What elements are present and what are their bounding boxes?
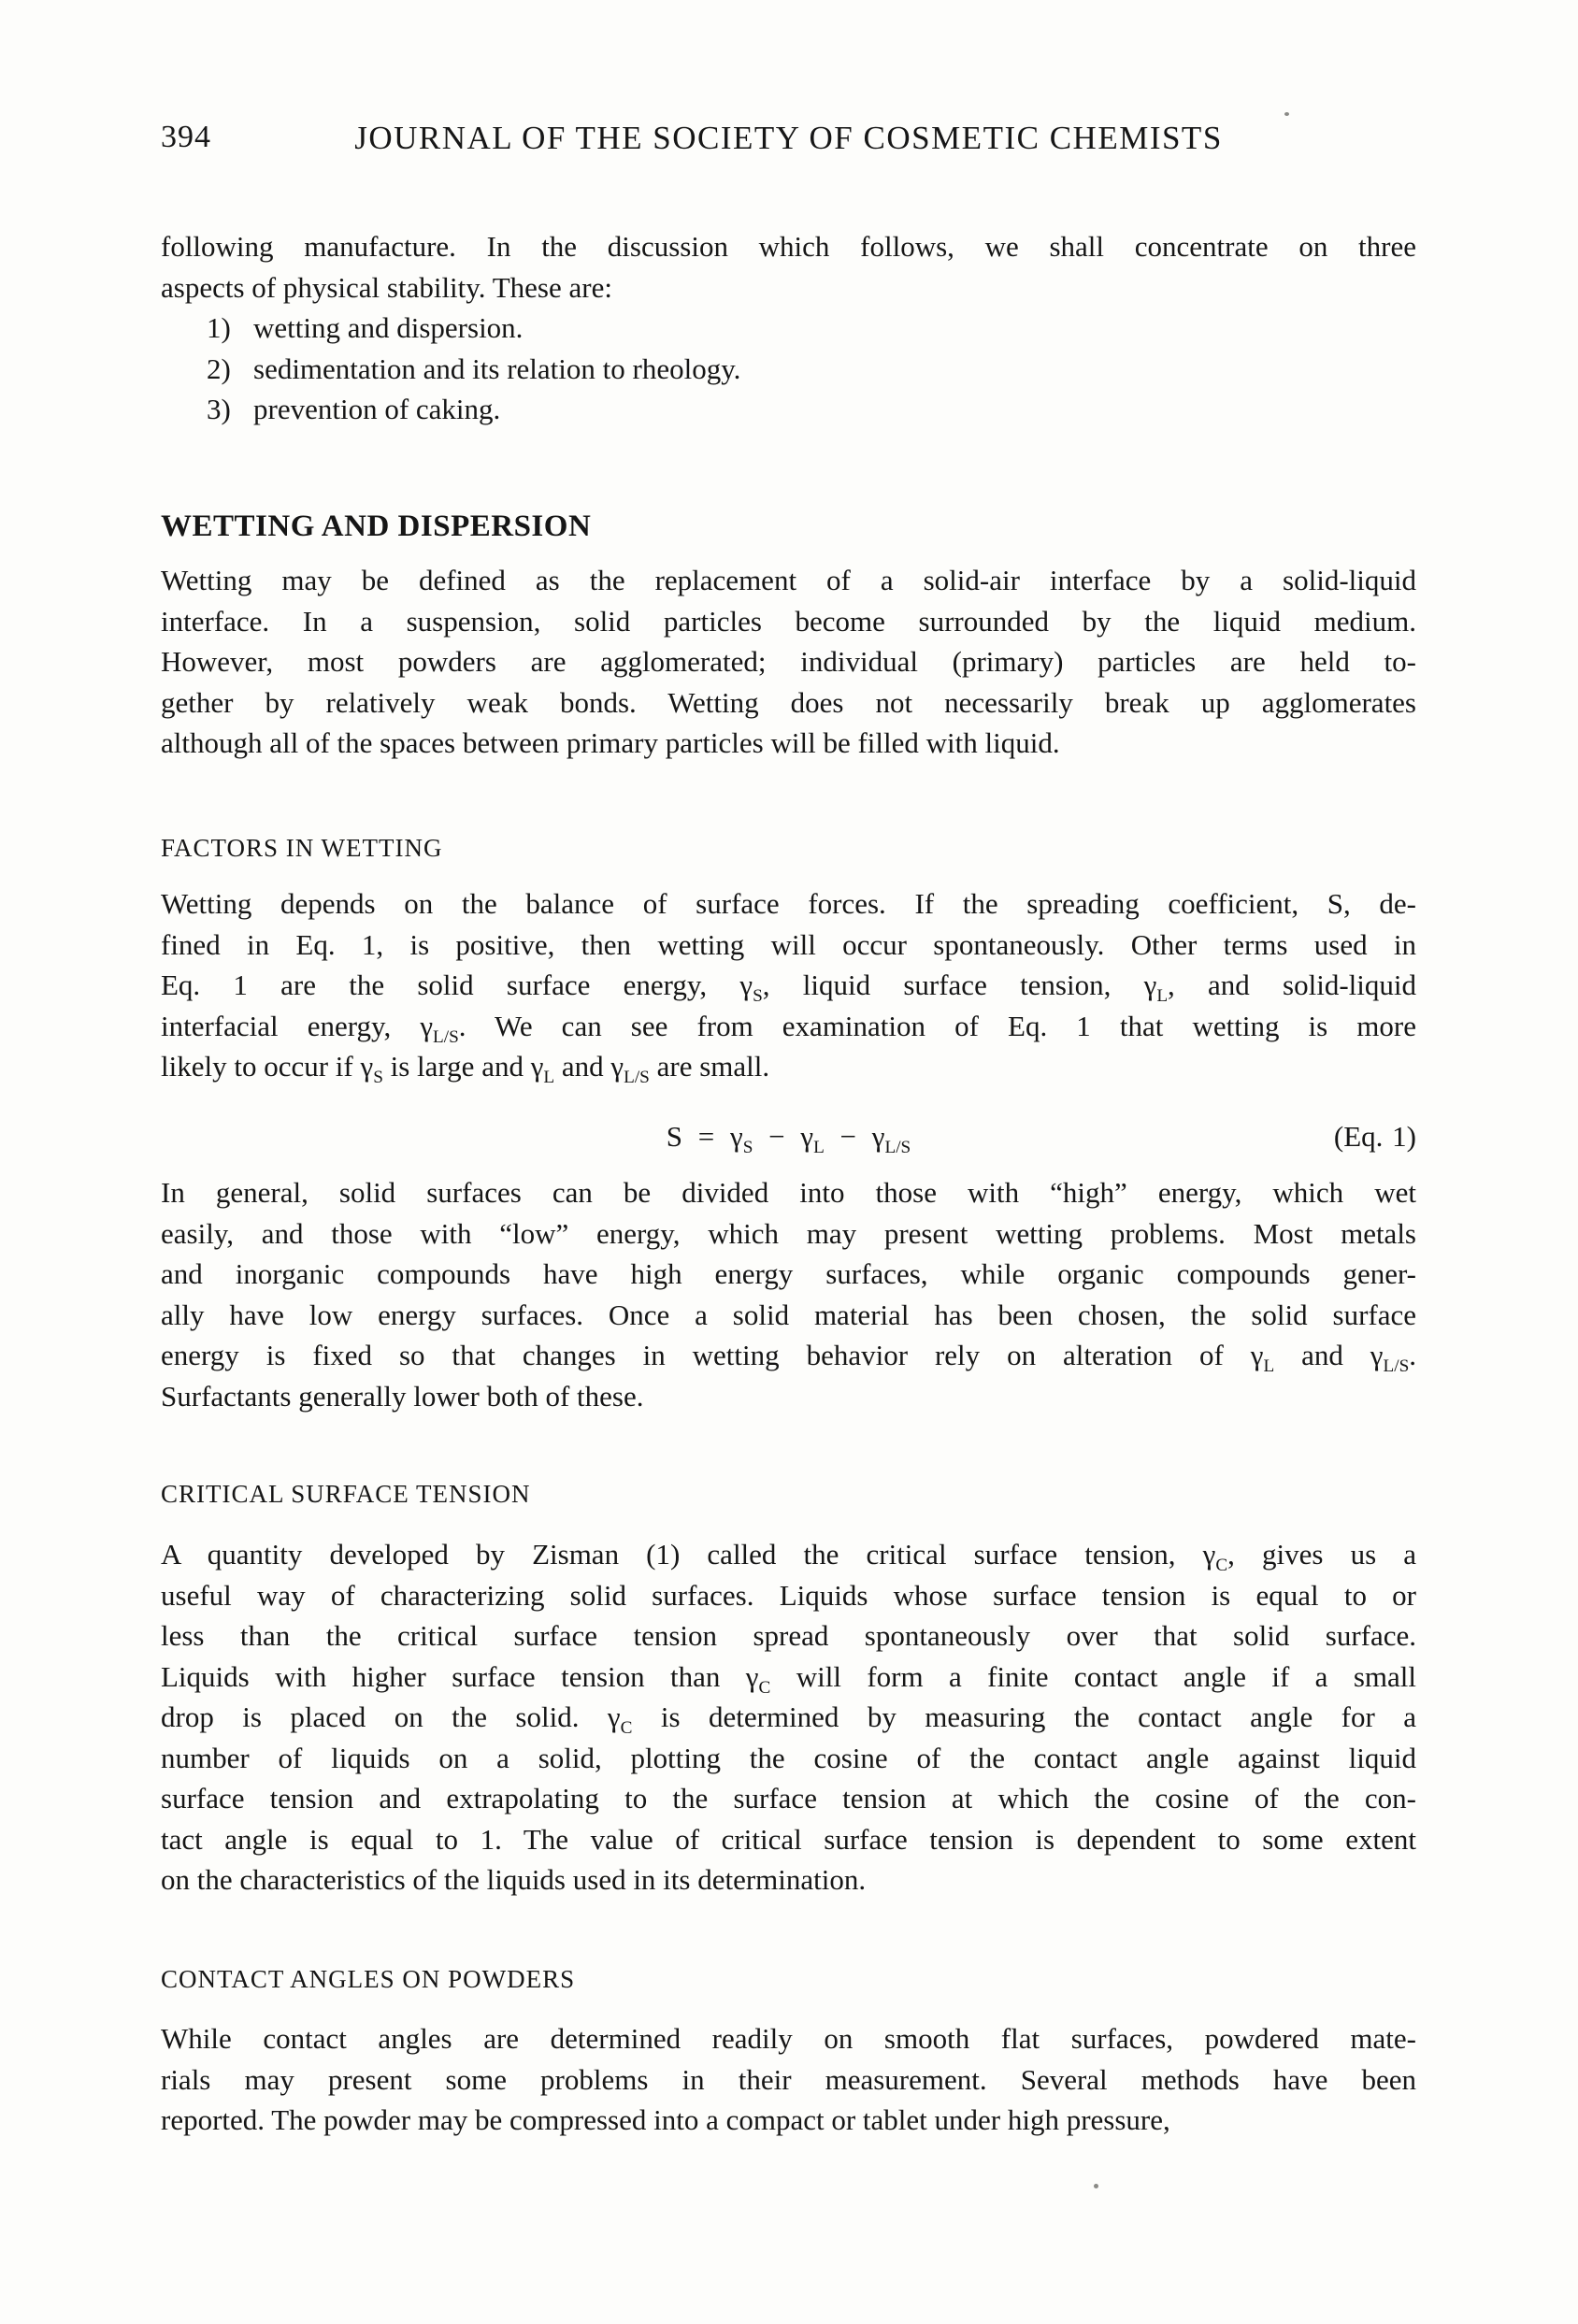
text-line: Wetting depends on the balance of surface forces. If the spreading coefficient, S, de- <box>161 887 1416 920</box>
list-text: prevention of caking. <box>253 393 501 425</box>
text-line: likely to occur if $\gamma_S$ is large and $\gamma_L$ and $\gamma_{L/S}$ are small. <box>161 1050 770 1088</box>
text-line: Eq. 1 are the solid surface energy, $\gamma_S$, liquid surface tension, $\gamma_L$, and solid-liquid <box>161 968 1416 1007</box>
list-number: 2) <box>207 351 231 385</box>
equation-label: (Eq. 1) <box>1333 1120 1416 1153</box>
subscript: S <box>753 986 763 1007</box>
scan-speck <box>1094 2184 1098 2188</box>
subscript: L/S <box>884 1138 911 1158</box>
subscript: L <box>543 1068 555 1088</box>
surface-energy-paragraph <box>161 1172 1416 1416</box>
subscript: L/S <box>433 1026 459 1047</box>
subscript: L/S <box>624 1068 650 1088</box>
subscript: S <box>742 1138 753 1158</box>
text-line: less than the critical surface tension spread spontaneously over that solid surface. <box>161 1619 1416 1652</box>
stability-aspects-list <box>207 308 1413 430</box>
text-line: following manufacture. In the discussion which follows, we shall concentrate on three <box>161 230 1416 263</box>
intro-paragraph <box>161 226 1416 308</box>
text-line: and inorganic compounds have high energy surfaces, while organic compounds gener- <box>161 1257 1416 1290</box>
text-line: interfacial energy, $\gamma_{L/S}$. We can see from examination of Eq. 1 that wetting is more <box>161 1009 1416 1047</box>
text-line: on the characteristics of the liquids used in its determination. <box>161 1863 867 1896</box>
wetting-definition-paragraph <box>161 560 1416 764</box>
text-line: number of liquids on a solid, plotting the cosine of the contact angle against liquid <box>161 1741 1416 1774</box>
text-line: drop is placed on the solid. $\gamma_C$ is determined by measuring the contact angle for a <box>161 1700 1416 1739</box>
list-text: sedimentation and its relation to rheology. <box>253 351 741 385</box>
text-line: although all of the spaces between primary particles will be filled with liquid. <box>161 726 1060 759</box>
text-line: useful way of characterizing solid surfaces. Liquids whose surface tension is equal to or <box>161 1578 1416 1612</box>
text-line: A quantity developed by Zisman (1) called the critical surface tension, $\gamma_C$, gives us a <box>161 1538 1416 1576</box>
text-line: ally have low energy surfaces. Once a solid material has been chosen, the solid surface <box>161 1298 1416 1331</box>
contact-angles-paragraph <box>161 2018 1416 2141</box>
subscript: L <box>1263 1356 1275 1377</box>
subscript: C <box>758 1677 771 1698</box>
text-line: rials may present some problems in their measurement. Several methods have been <box>161 2062 1416 2096</box>
text-line: fined in Eq. 1, is positive, then wetting will occur spontaneously. Other terms used in <box>161 927 1416 961</box>
subscript: S <box>373 1068 383 1088</box>
text-line: surface tension and extrapolating to the surface tension at which the cosine of the con- <box>161 1782 1416 1815</box>
equation-1 <box>161 1116 1416 1157</box>
equation-formula: $S = \gamma_S - \gamma_L - \gamma_{L/S}$ <box>666 1120 911 1158</box>
text-line: tact angle is equal to 1. The value of critical surface tension is dependent to some extent <box>161 1822 1416 1856</box>
text-line: Wetting may be defined as the replacement of a solid-air interface by a solid-liquid <box>161 564 1416 596</box>
text-line: Liquids with higher surface tension than $\gamma_C$ will form a finite contact angle if a small <box>161 1659 1416 1698</box>
list-item <box>207 308 1413 349</box>
page-header <box>161 120 1416 157</box>
subscript: C <box>620 1718 633 1739</box>
text-line: easily, and those with “low” energy, which may present wetting problems. Most metals <box>161 1216 1416 1250</box>
heading-wetting-and-dispersion: WETTING AND DISPERSION <box>161 509 592 543</box>
heading-contact-angles-on-powders: CONTACT ANGLES ON POWDERS <box>161 1965 576 1993</box>
subscript: L <box>1156 986 1169 1007</box>
subscript: C <box>1215 1556 1228 1576</box>
text-line: gether by relatively weak bonds. Wetting does not necessarily break up agglomerates <box>161 685 1416 719</box>
list-item <box>207 349 1413 390</box>
text-line: aspects of physical stability. These are: <box>161 270 612 304</box>
factors-paragraph <box>161 883 1416 1087</box>
subscript: L <box>813 1138 825 1158</box>
subscript: L/S <box>1383 1356 1410 1377</box>
list-item <box>207 389 1413 430</box>
list-text: wetting and dispersion. <box>253 311 524 344</box>
text-line: reported. The powder may be compressed into a compact or tablet under high pressure, <box>161 2103 1170 2136</box>
text-line: interface. In a suspension, solid particles become surrounded by the liquid medium. <box>161 604 1416 638</box>
text-line: In general, solid surfaces can be divided into those with “high” energy, which wet <box>161 1176 1416 1209</box>
heading-factors-in-wetting: FACTORS IN WETTING <box>161 834 443 862</box>
text-line: However, most powders are agglomerated; individual (primary) particles are held to- <box>161 645 1416 678</box>
list-number: 1) <box>207 311 231 344</box>
journal-title: JOURNAL OF THE SOCIETY OF COSMETIC CHEMISTS <box>354 120 1223 156</box>
critical-surface-tension-paragraph <box>161 1534 1416 1901</box>
list-number: 3) <box>207 393 231 425</box>
text-line: Surfactants generally lower both of these. <box>161 1379 644 1413</box>
scan-speck <box>1284 112 1289 116</box>
page-number: 394 <box>161 120 211 154</box>
text-line: energy is fixed so that changes in wetting behavior rely on alteration of $\gamma_L$ and $\gamma_{L/S}$. <box>161 1339 1416 1377</box>
text-line: While contact angles are determined readily on smooth flat surfaces, powdered mate- <box>161 2022 1416 2055</box>
heading-critical-surface-tension: CRITICAL SURFACE TENSION <box>161 1480 531 1508</box>
